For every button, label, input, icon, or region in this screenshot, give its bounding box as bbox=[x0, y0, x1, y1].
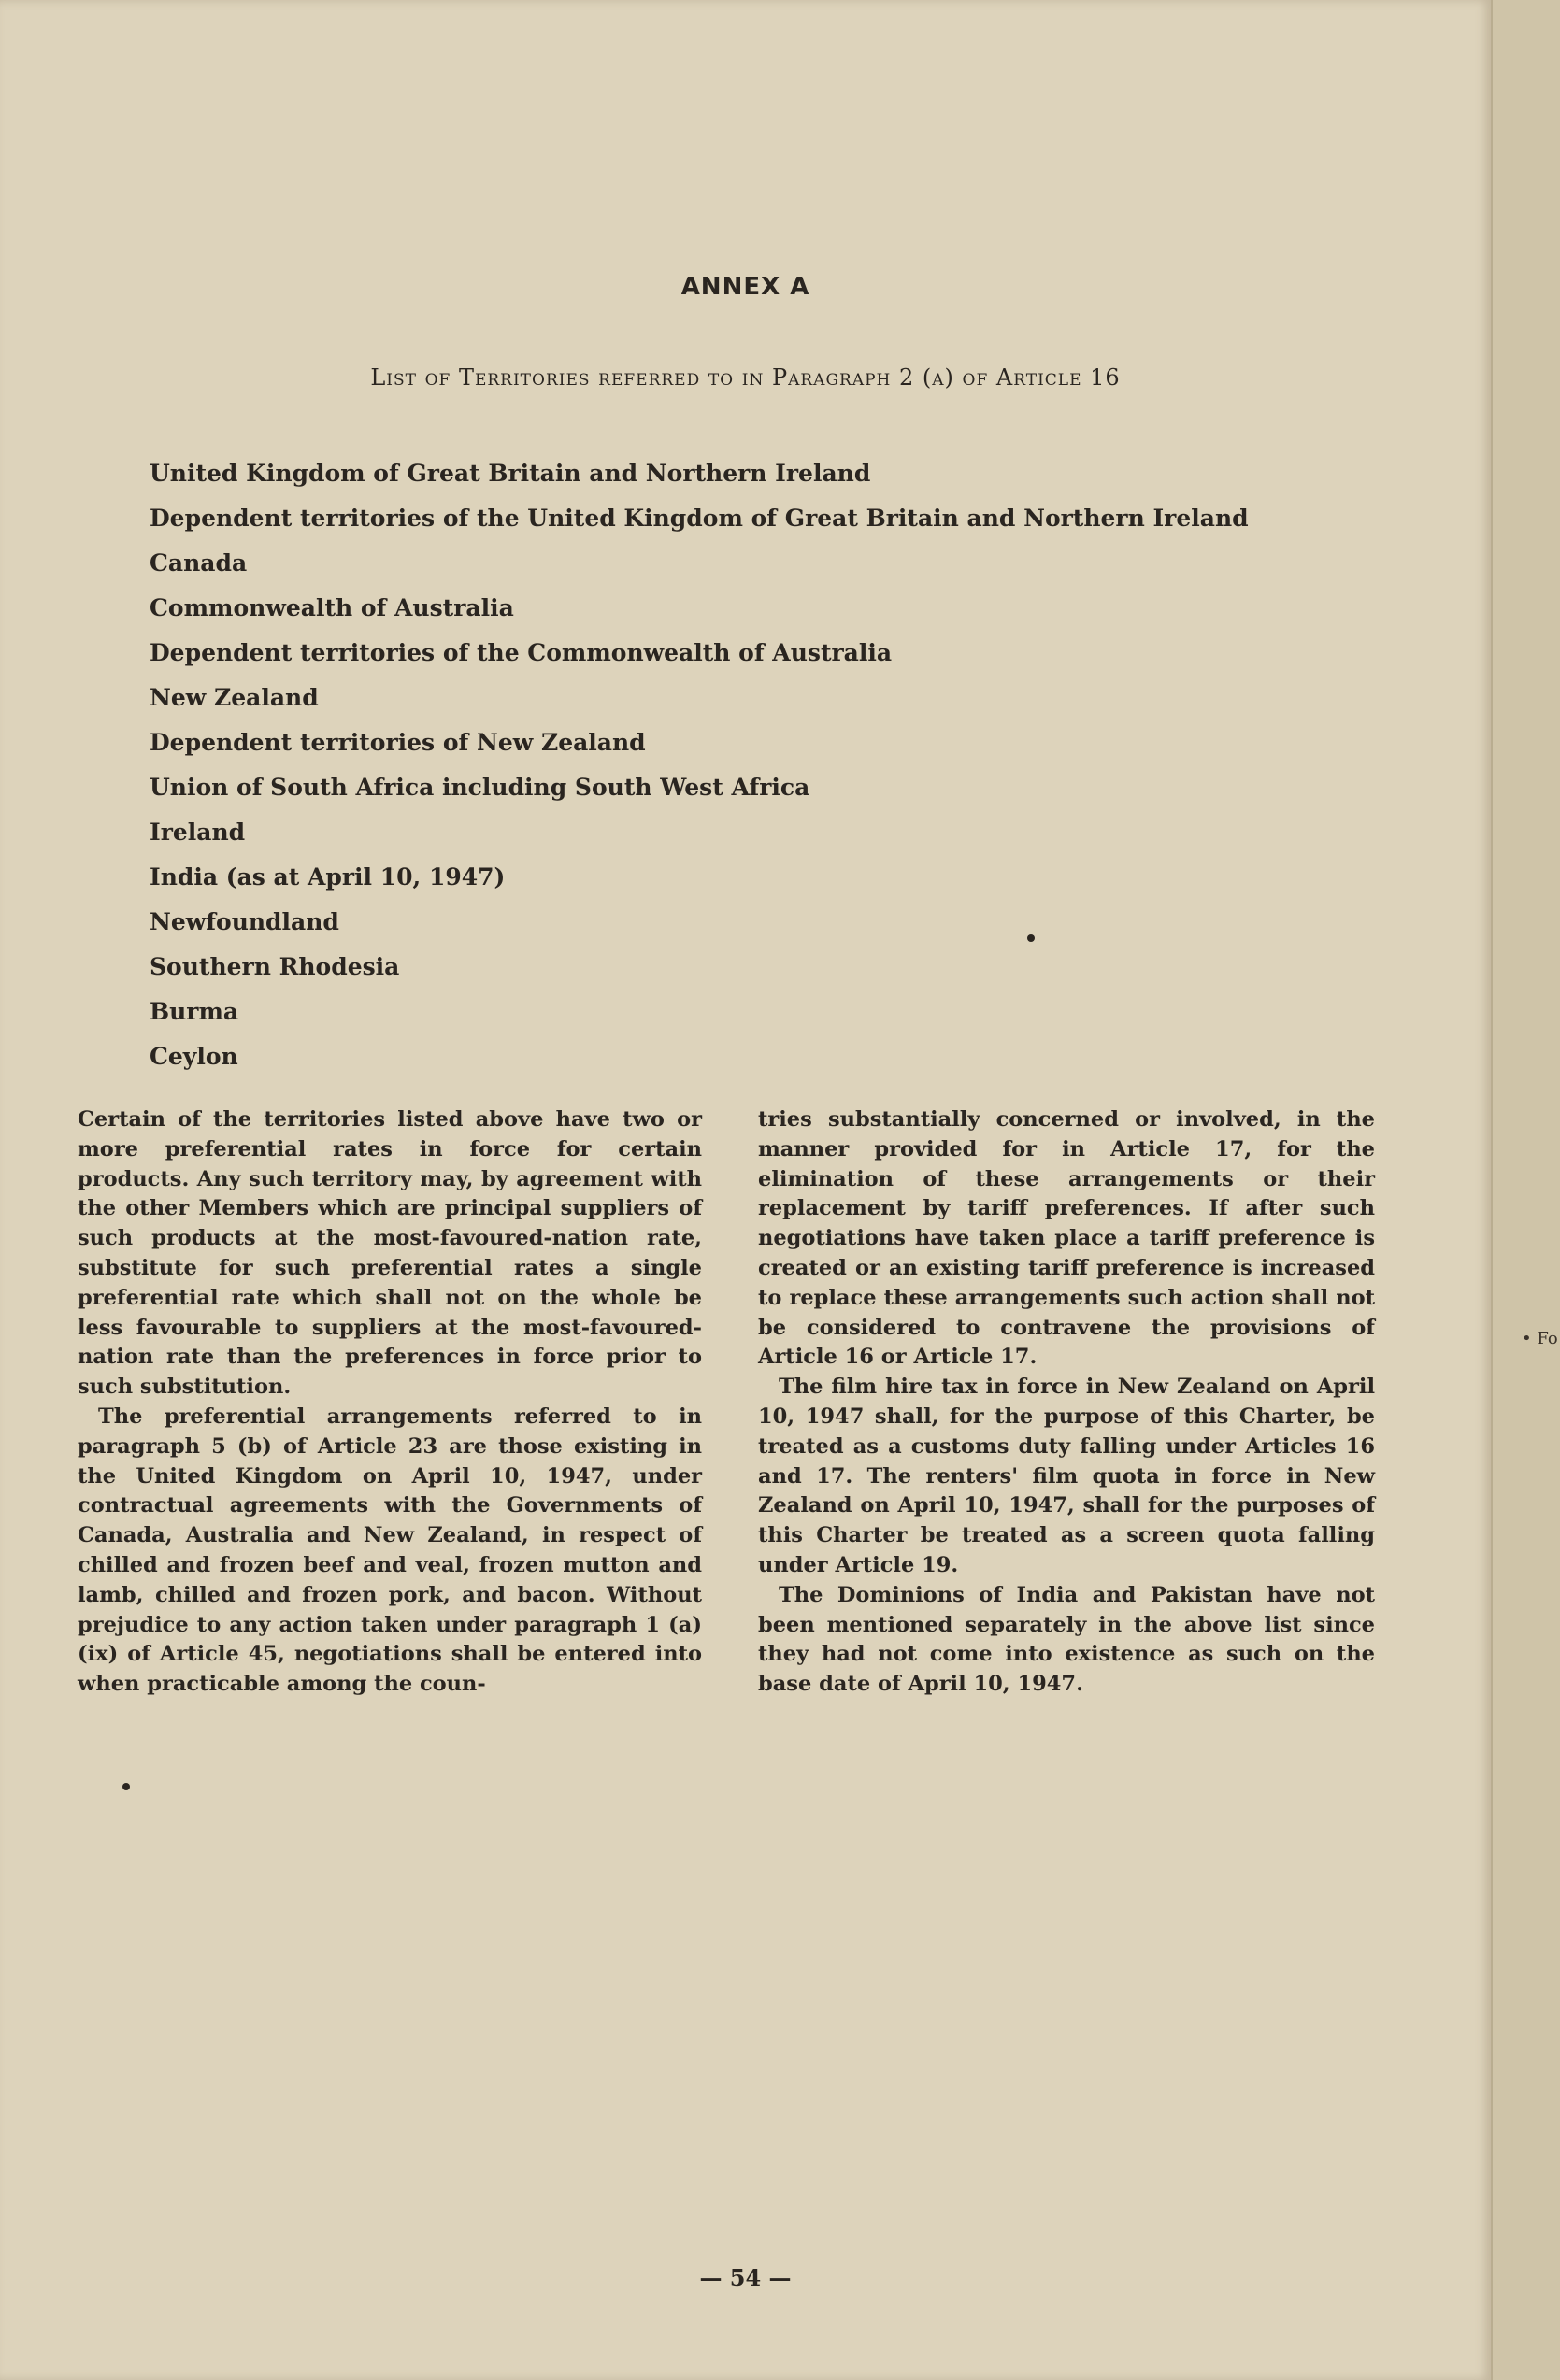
left-column bbox=[78, 1105, 702, 1700]
territory-item: India (as at April 10, 1947) bbox=[150, 863, 506, 891]
territory-item: United Kingdom of Great Britain and Northern Ireland bbox=[150, 460, 871, 487]
list-heading: List of Territories referred to in Paragraph 2 (a) of Article 16 bbox=[370, 364, 1121, 391]
territory-list bbox=[150, 451, 1249, 1079]
body-paragraph: Certain of the territories listed above have two or more preferential rates in force for certain products. Any such territory may, by agreement with the other Members which are principal suppliers of such products at the most-favoured-nation rate, substitute for such preferential rates a single preferential rate which shall not on the whole be less favourable to suppliers at the most-favoured-nation rate than the preferences in force prior to such substitution. bbox=[78, 1107, 702, 1400]
territory-item: Dependent territories of the United Kingdom of Great Britain and Northern Ireland bbox=[150, 505, 1249, 532]
adjacent-page-text: • Fo bbox=[1522, 1329, 1558, 1348]
body-paragraph: The film hire tax in force in New Zealand on April 10, 1947 shall, for the purpose of this Charter, be treated as a customs duty falling under Articles 16 and 17. The renters' film quota in force in New Zealand on April 10, 1947, shall for the purposes of this Charter be treated as a screen quota falling under Article 19. bbox=[758, 1375, 1375, 1577]
speck-mark bbox=[1027, 934, 1035, 942]
territory-item: Southern Rhodesia bbox=[150, 953, 400, 980]
territory-item: New Zealand bbox=[150, 684, 319, 711]
territory-item: Ceylon bbox=[150, 1043, 238, 1070]
territory-item: Dependent territories of the Commonwealth of Australia bbox=[150, 639, 893, 666]
territory-item: Burma bbox=[150, 998, 239, 1025]
territory-item: Ireland bbox=[150, 819, 246, 846]
territory-item: Newfoundland bbox=[150, 908, 339, 935]
speck-mark bbox=[122, 1783, 130, 1790]
body-paragraph: The preferential arrangements referred to in paragraph 5 (b) of Article 23 are those existing in the United Kingdom on April 10, 1947, under contractual agreements with the Governments of Canada, Australia and New Zealand, in respect of chilled and frozen beef and veal, frozen mutton and lamb, chilled and frozen pork, and bacon. Without prejudice to any action taken under paragraph 1 (a) (ix) of Article 45, negotiations shall be entered into when practicable among the coun- bbox=[78, 1404, 702, 1697]
body-paragraph: The Dominions of India and Pakistan have not been mentioned separately in the above list since they had not come into existence as such on the base date of April 10, 1947. bbox=[758, 1582, 1375, 1697]
body-paragraph: tries substantially concerned or involved, in the manner provided for in Article 17, for the elimination of these arrangements or their replacement by tariff preferences. If after such negotiations have taken place a tariff preference is created or an existing tariff preference is increased to replace these arrangements such action shall not be considered to contravene the provisions of Article 16 or Article 17. bbox=[758, 1107, 1375, 1370]
territory-item: Commonwealth of Australia bbox=[150, 594, 514, 621]
right-column bbox=[758, 1105, 1375, 1700]
territory-item: Dependent territories of New Zealand bbox=[150, 729, 646, 756]
page-number: — 54 — bbox=[699, 2264, 792, 2291]
annex-title: ANNEX A bbox=[680, 273, 810, 301]
territory-item: Canada bbox=[150, 549, 248, 577]
adjacent-page-edge bbox=[1491, 0, 1560, 2380]
territory-item: Union of South Africa including South West Africa bbox=[150, 774, 810, 801]
